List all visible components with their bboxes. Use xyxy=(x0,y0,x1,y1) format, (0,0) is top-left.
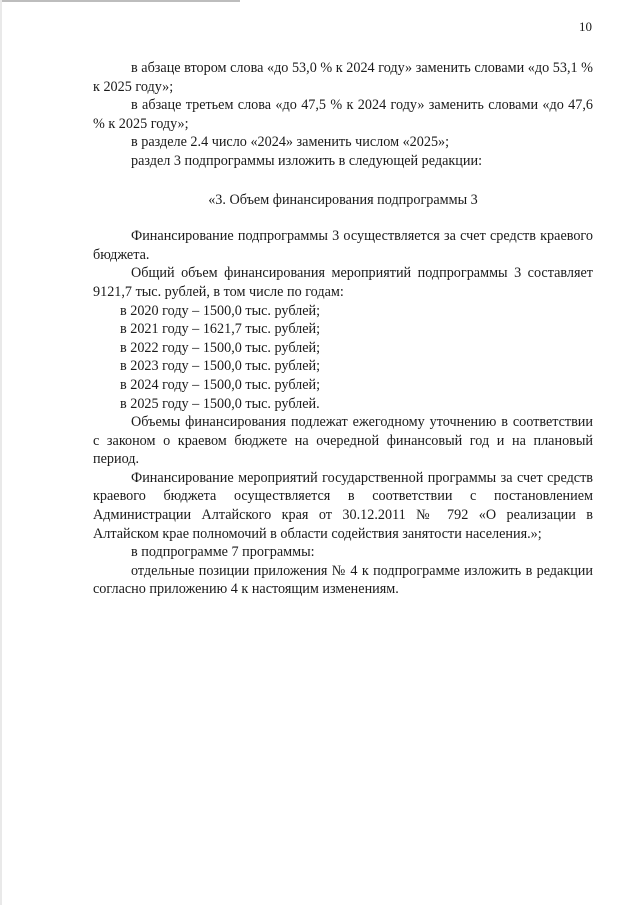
paragraph-abzac-3: в абзаце третьем слова «до 47,5 % к 2024 году» заменить словами «до 47,6 % к 2025 году»; xyxy=(93,97,593,132)
document-body xyxy=(93,59,593,599)
financing-by-year-list xyxy=(93,302,593,414)
paragraph-section-2-4: в разделе 2.4 число «2024» заменить числом «2025»; xyxy=(131,134,450,151)
paragraph-abzac-2: в абзаце втором слова «до 53,0 % к 2024 году» заменить словами «до 53,1 % к 2025 году»; xyxy=(93,60,593,95)
list-item-year: в 2020 году – 1500,0 тыс. рублей; xyxy=(120,302,321,319)
scan-edge-top xyxy=(0,0,240,2)
section-heading: «3. Объем финансирования подпрограммы 3 xyxy=(208,191,478,208)
paragraph-financing-source: Финансирование подпрограммы 3 осуществляется за счет средств краевого бюджета. xyxy=(93,228,593,263)
paragraph-total-financing: Общий объем финансирования мероприятий подпрограммы 3 составляет 9121,7 тыс. рублей, в том числе по годам: xyxy=(93,265,593,300)
paragraph-subprogram-7: в подпрограмме 7 программы: xyxy=(131,544,315,561)
list-item-year: в 2024 году – 1500,0 тыс. рублей; xyxy=(120,376,321,393)
paragraph-section-3-intro: раздел 3 подпрограммы изложить в следующей редакции: xyxy=(131,152,483,169)
list-item-year: в 2023 году – 1500,0 тыс. рублей; xyxy=(120,358,321,375)
paragraph-appendix-4: отдельные позиции приложения № 4 к подпрограмме изложить в редакции согласно приложению 4 к настоящим изменениям. xyxy=(93,562,593,598)
list-item-year: в 2025 году – 1500,0 тыс. рублей. xyxy=(120,395,320,412)
list-item-year: в 2022 году – 1500,0 тыс. рублей; xyxy=(120,339,321,356)
paragraph-annual-update: Объемы финансирования подлежат ежегодному уточнению в соответствии с законом о краевом бюджете на очередной финансовый год и на плановый период. xyxy=(93,414,593,468)
scan-edge-left xyxy=(0,0,2,905)
list-item-year: в 2021 году – 1621,7 тыс. рублей; xyxy=(120,321,321,338)
paragraph-state-program-financing: Финансирование мероприятий государственной программы за счет средств краевого бюджета осуществляется в соответствии с постановлением Администрации Алтайского края от 30.12.2011 № 792 «О реализации в Алтайском крае полномочий в области содействия занятости населения.»; xyxy=(93,469,593,542)
page-number: 10 xyxy=(579,19,592,34)
